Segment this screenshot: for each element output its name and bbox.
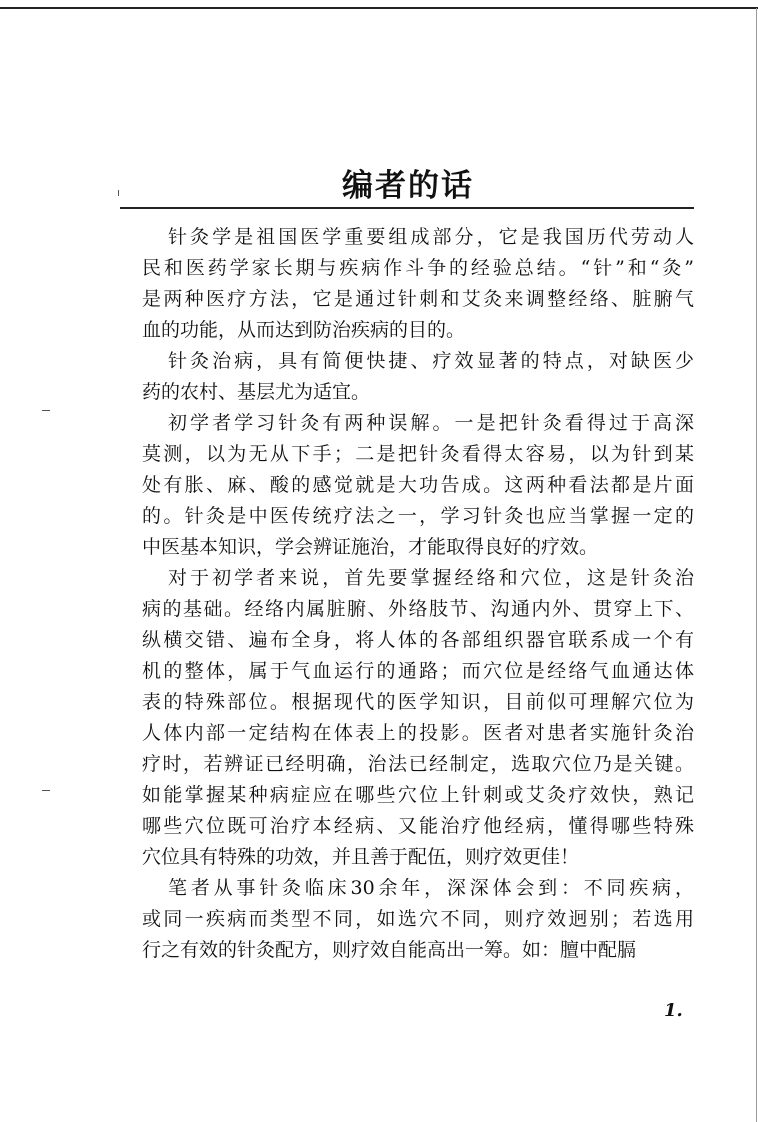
text-line: 表的特殊部位。根据现代的医学知识，目前似可理解穴位为: [142, 691, 694, 713]
text-line: 穴位具有特殊的功效，并且善于配伍，则疗效更佳！: [142, 846, 580, 868]
margin-mark: [42, 790, 50, 791]
text-line: 笔者从事针灸临床30余年，深深体会到：不同疾病，: [168, 877, 694, 899]
text-line: 药的农村、基层尤为适宜。: [142, 381, 371, 403]
text-line: 民和医药学家长期与疾病作斗争的经验总结。“针”和“灸”: [142, 257, 694, 279]
text-line: 莫测，以为无从下手；二是把针灸看得太容易，以为针到某: [142, 443, 694, 465]
text-line: 初学者学习针灸有两种误解。一是把针灸看得过于高深: [168, 412, 694, 434]
text-line: 针灸治病，具有简便快捷、疗效显著的特点，对缺医少: [168, 350, 694, 372]
text-line: 针灸学是祖国医学重要组成部分，它是我国历代劳动人: [168, 226, 694, 248]
page-number: 1.: [664, 1000, 683, 1021]
text-line: 人体内部一定结构在体表上的投影。医者对患者实施针灸治: [142, 722, 694, 744]
text-line: 中医基本知识，学会辨证施治，才能取得良好的疗效。: [142, 536, 599, 558]
text-line: 对于初学者来说，首先要掌握经络和穴位，这是针灸治: [168, 567, 694, 589]
title-underline: [120, 207, 694, 209]
paragraph: [142, 873, 694, 966]
text-line: 纵横交错、遍布全身，将人体的各部组织器官联系成一个有: [142, 629, 694, 651]
text-line: 病的基础。经络内属脏腑、外络肢节、沟通内外、贯穿上下、: [142, 598, 694, 620]
text-line: 哪些穴位既可治疗本经病、又能治疗他经病，懂得哪些特殊: [142, 815, 694, 837]
text-line: 或同一疾病而类型不同，如选穴不同，则疗效迥别；若选用: [142, 908, 694, 930]
paragraph: [142, 222, 694, 346]
paragraph: [142, 346, 694, 408]
text-line: 行之有效的针灸配方，则疗效自能高出一筹。如：膻中配膈: [142, 939, 637, 961]
page-title: 编者的话: [342, 168, 474, 204]
paragraph: [142, 563, 694, 873]
text-line: 疗时，若辨证已经明确，治法已经制定，选取穴位乃是关键。: [142, 753, 694, 775]
text-line: 处有胀、麻、酸的感觉就是大功告成。这两种看法都是片面: [142, 474, 694, 496]
margin-mark: [42, 410, 50, 411]
paragraph: [142, 408, 694, 563]
text-line: 的。针灸是中医传统疗法之一，学习针灸也应当掌握一定的: [142, 505, 694, 527]
text-line: 机的整体，属于气血运行的通路；而穴位是经络气血通达体: [142, 660, 694, 682]
body-text: [142, 222, 694, 966]
text-line: 如能掌握某种病症应在哪些穴位上针刺或艾灸疗效快，熟记: [142, 784, 694, 806]
text-line: 血的功能，从而达到防治疾病的目的。: [142, 319, 466, 341]
top-rule: [0, 7, 758, 9]
text-line: 是两种医疗方法，它是通过针刺和艾灸来调整经络、脏腑气: [142, 288, 694, 310]
